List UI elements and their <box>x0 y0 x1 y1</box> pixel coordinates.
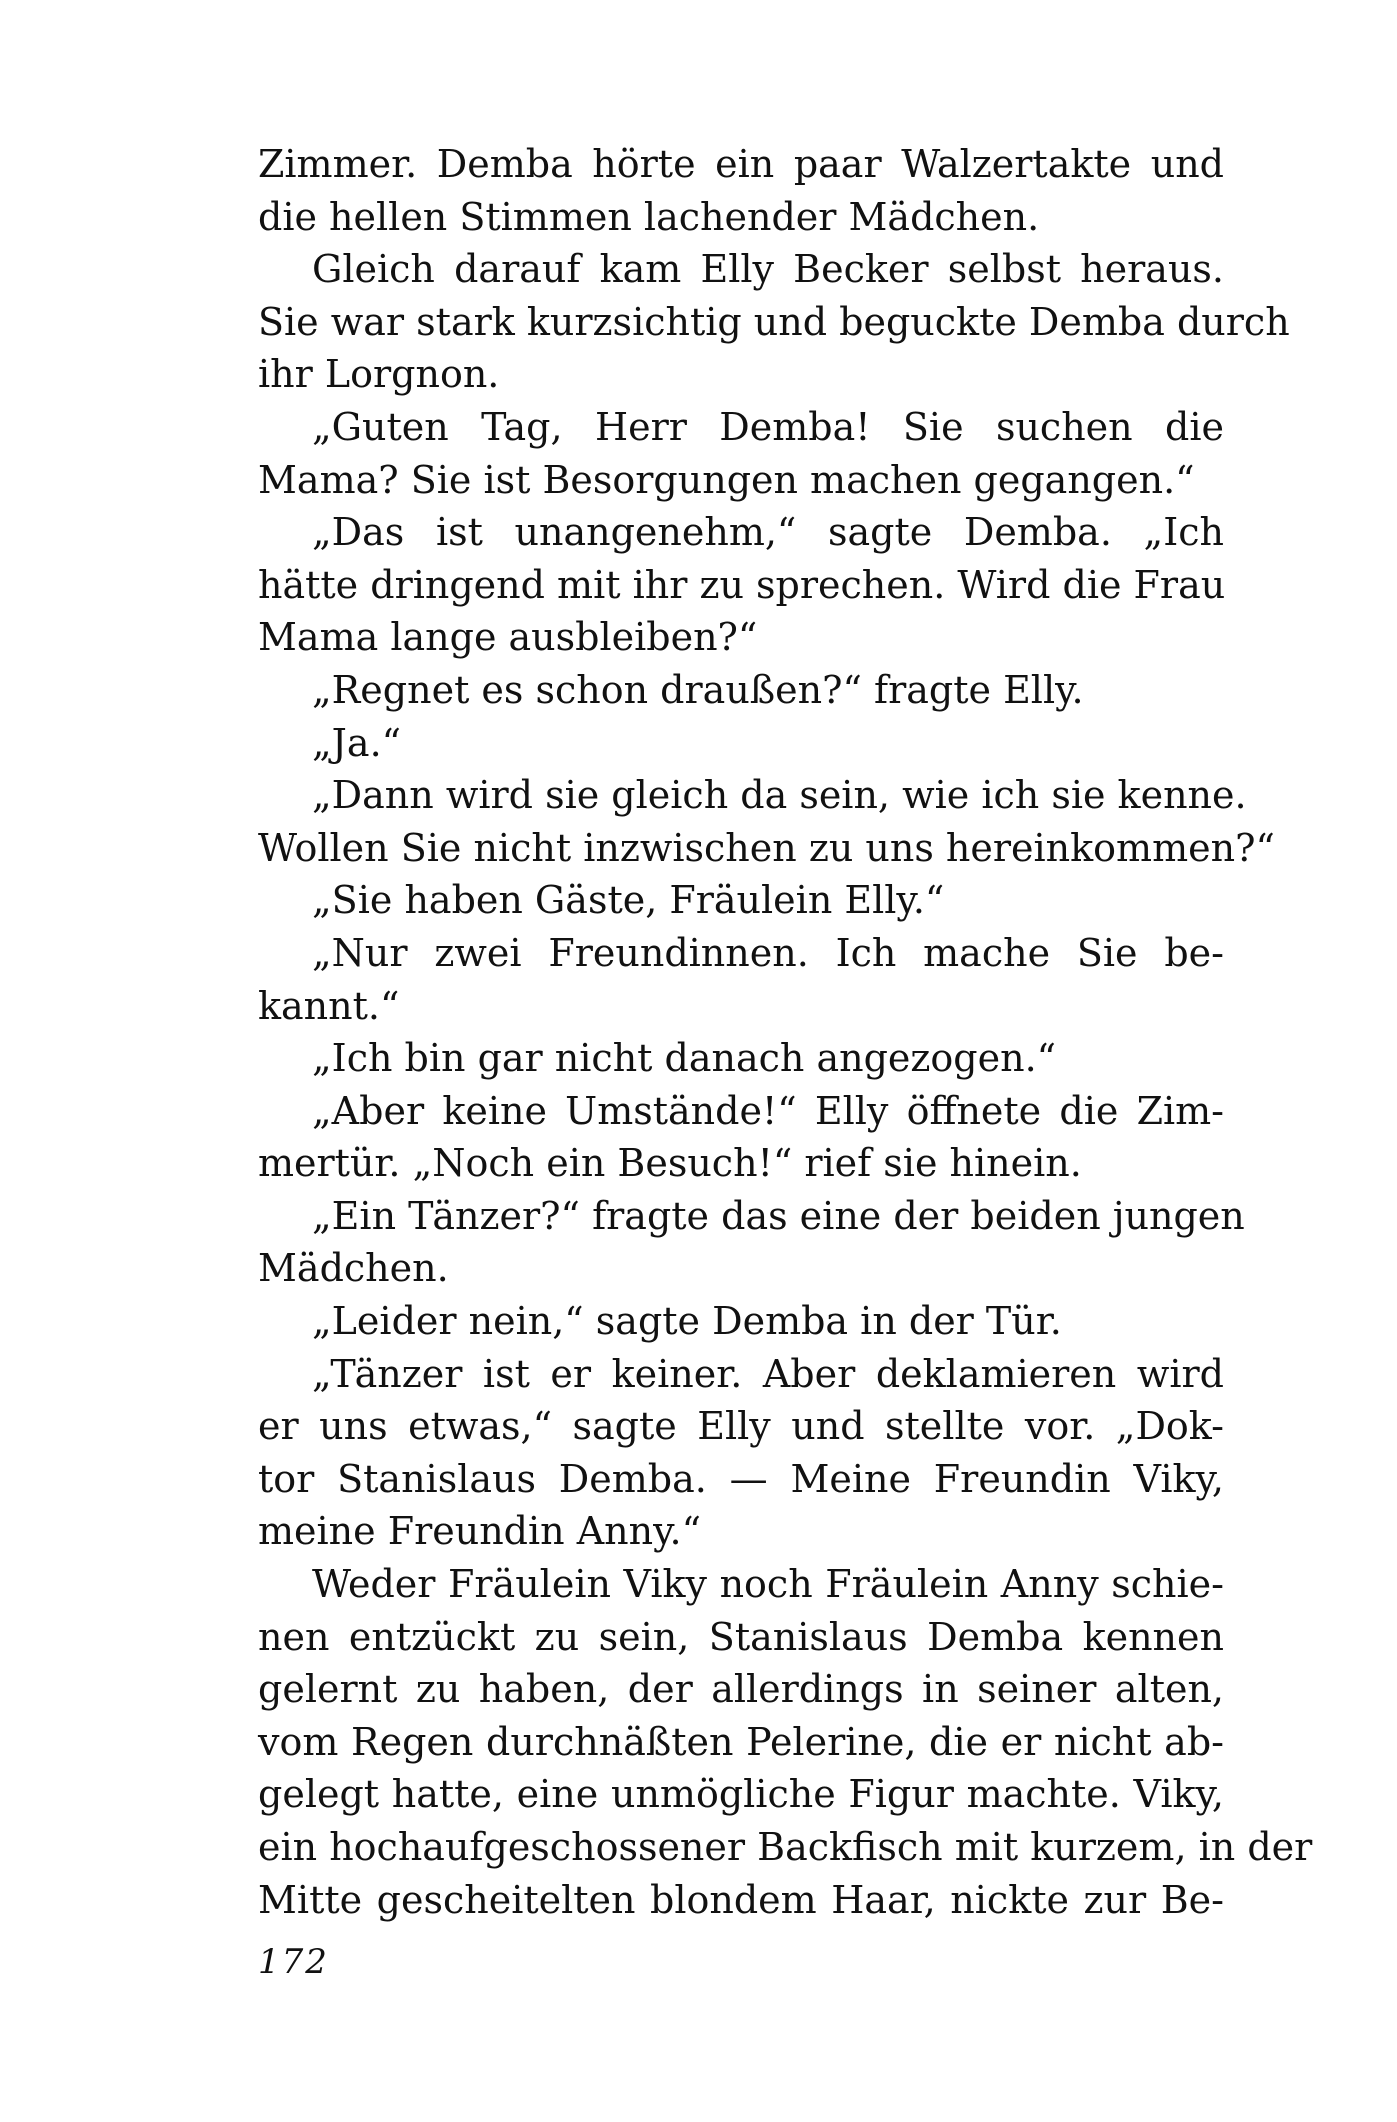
text-line-6: „Guten Tag, Herr Demba! Sie suchen die <box>312 404 1224 449</box>
body-text <box>258 138 1313 1926</box>
text-line-1: Zimmer. Demba hörte ein paar Walzertakte und <box>258 142 1224 186</box>
text-line-22: Mädchen. <box>258 1246 449 1291</box>
text-line-23: „Leider nein,“ sagte Demba in der Tür. <box>312 1299 1062 1344</box>
text-line-27: meine Freundin Anny.“ <box>258 1509 702 1554</box>
text-line-8: „Das ist unangenehm,“ sagte Demba. „Ich <box>312 510 1224 555</box>
text-line-4: Sie war stark kurzsichtig und beguckte Demba durch <box>258 299 1290 344</box>
text-line-14: Wollen Sie nicht inzwischen zu uns hereinkommen?“ <box>258 825 1275 870</box>
text-line-25: er uns etwas,“ sagte Elly und stellte vor. „Dok- <box>258 1404 1224 1449</box>
text-line-15: „Sie haben Gäste, Fräulein Elly.“ <box>312 878 945 923</box>
text-line-20: mertür. „Noch ein Besuch!“ rief sie hinein. <box>258 1141 1082 1186</box>
text-line-19: „Aber keine Umstände!“ Elly öffnete die Zim- <box>312 1088 1224 1133</box>
text-line-10: Mama lange ausbleiben?“ <box>258 615 758 660</box>
text-line-13: „Dann wird sie gleich da sein, wie ich sie kenne. <box>312 773 1247 818</box>
text-line-12: „Ja.“ <box>312 720 402 765</box>
text-line-5: ihr Lorgnon. <box>258 352 500 397</box>
text-line-30: gelernt zu haben, der allerdings in seiner alten, <box>258 1667 1224 1712</box>
page-number: 172 <box>258 1942 329 1982</box>
text-line-7: Mama? Sie ist Besorgungen machen gegangen.“ <box>258 457 1195 502</box>
text-line-26: tor Stanislaus Demba. — Meine Freundin Viky, <box>258 1456 1224 1501</box>
text-line-34: Mitte gescheitelten blondem Haar, nickte zur Be- <box>258 1877 1224 1922</box>
text-line-28: Weder Fräulein Viky noch Fräulein Anny schie- <box>312 1562 1224 1607</box>
text-line-17: kannt.“ <box>258 983 400 1028</box>
text-line-16: „Nur zwei Freundinnen. Ich mache Sie be- <box>312 930 1224 975</box>
text-line-31: vom Regen durchnäßten Pelerine, die er nicht ab- <box>258 1719 1224 1764</box>
text-line-11: „Regnet es schon draußen?“ fragte Elly. <box>312 667 1084 712</box>
text-line-33: ein hochaufgeschossener Backfisch mit kurzem, in der <box>258 1825 1313 1869</box>
text-line-21: „Ein Tänzer?“ fragte das eine der beiden jungen <box>312 1193 1245 1238</box>
text-line-3: Gleich darauf kam Elly Becker selbst heraus. <box>312 247 1224 292</box>
text-line-18: „Ich bin gar nicht danach angezogen.“ <box>312 1036 1057 1081</box>
text-line-29: nen entzückt zu sein, Stanislaus Demba kennen <box>258 1614 1224 1659</box>
text-line-9: hätte dringend mit ihr zu sprechen. Wird die Frau <box>258 562 1226 607</box>
text-line-24: „Tänzer ist er keiner. Aber deklamieren wird <box>312 1351 1224 1396</box>
text-line-2: die hellen Stimmen lachender Mädchen. <box>258 194 1040 239</box>
text-line-32: gelegt hatte, eine unmögliche Figur machte. Viky, <box>258 1772 1224 1817</box>
